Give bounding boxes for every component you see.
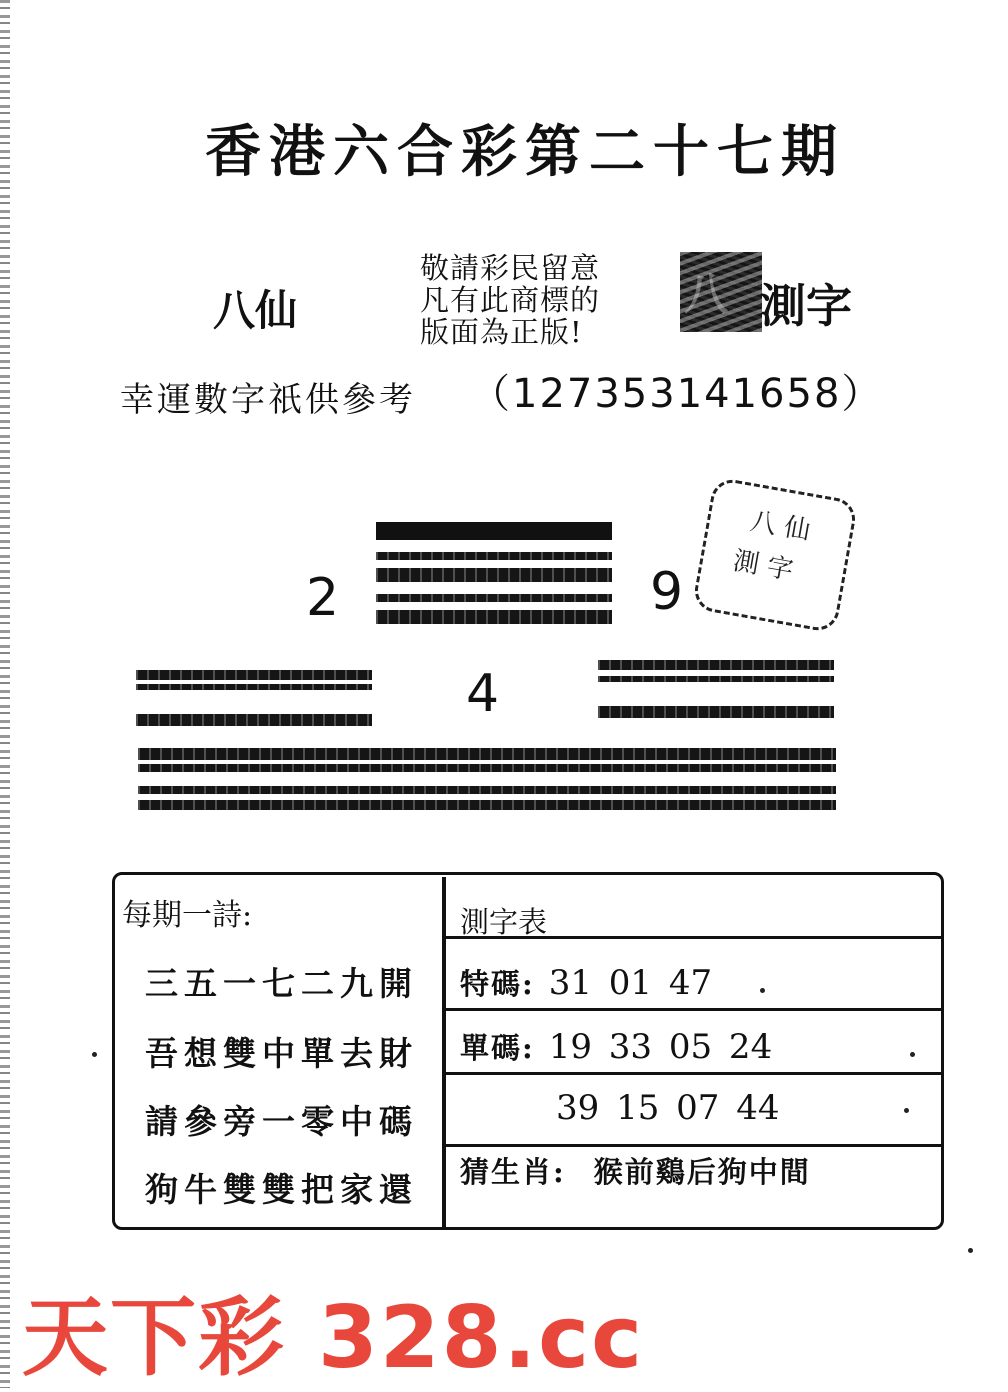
brand-name: 八仙 <box>213 286 298 335</box>
trigram-bar <box>136 670 372 680</box>
notice-line: 凡有此商標的 <box>420 283 601 317</box>
digit-center: 4 <box>466 664 500 724</box>
trigram-bar <box>138 786 836 794</box>
authenticity-notice <box>420 252 660 348</box>
trigram-bar <box>598 676 834 682</box>
trigram-bar <box>598 706 834 718</box>
page-title: 香港六合彩第二十七期 <box>205 119 845 185</box>
special-number-row <box>460 962 712 1003</box>
trigram-bar <box>598 660 834 670</box>
lucky-number-label: 幸運數字祇供參考 <box>120 380 416 420</box>
trigram-bar <box>138 748 836 760</box>
zodiac-label: 猜生肖: <box>460 1155 566 1189</box>
trademark-logo-char: 八 <box>684 269 728 320</box>
single-number-row <box>460 1026 772 1067</box>
special-number-values: 31 01 47 <box>548 963 713 1003</box>
table-heading <box>460 900 547 941</box>
scan-speck <box>968 1248 973 1253</box>
single-number-values: 39 15 07 44 <box>556 1088 780 1128</box>
special-number-label: 特碼: <box>460 967 535 1001</box>
stamp-line: 八 仙 <box>747 506 813 547</box>
scan-speck <box>910 1052 915 1057</box>
trigram-bar <box>138 764 836 772</box>
scan-speck <box>92 1052 97 1057</box>
scan-edge <box>0 0 10 1388</box>
zodiac-row <box>460 1150 811 1191</box>
trigram-bar <box>376 568 612 582</box>
digit-left: 2 <box>306 568 340 628</box>
poem-line: 吾想雙中單去財 <box>145 1034 418 1073</box>
table-row-divider <box>446 1144 942 1147</box>
trigram-bar <box>376 610 612 624</box>
digit-right: 9 <box>650 562 684 622</box>
trigram-bar <box>138 800 836 810</box>
seal-stamp <box>691 476 858 633</box>
trigram-bar <box>376 552 612 560</box>
cezi-heading: 測字 <box>760 279 852 333</box>
poem-line: 三五一七二九開 <box>145 964 418 1003</box>
table-heading-text: 測字表 <box>460 905 548 939</box>
poem-title: 每期一詩: <box>122 898 253 933</box>
trigram-bar <box>376 522 612 540</box>
zodiac-value: 猴前鷄后狗中間 <box>593 1155 811 1189</box>
table-row-divider <box>446 1072 942 1075</box>
poem-line: 請參旁一零中碼 <box>145 1102 418 1141</box>
trigram-bar <box>376 594 612 602</box>
notice-line: 敬請彩民留意 <box>420 251 601 285</box>
trigram-bar <box>136 684 372 690</box>
stamp-line: 測 字 <box>730 546 796 587</box>
table-row-divider <box>446 1008 942 1011</box>
table-divider <box>442 877 446 1227</box>
single-number-values: 19 33 05 24 <box>548 1027 773 1067</box>
poem-line: 狗牛雙雙把家還 <box>145 1170 418 1209</box>
scan-speck <box>904 1108 909 1113</box>
lucky-numbers: （127353141658） <box>470 371 884 417</box>
single-number-label: 單碼: <box>460 1031 535 1065</box>
trigram-bar <box>136 714 372 726</box>
notice-line: 版面為正版! <box>420 315 583 349</box>
single-number-row-2 <box>556 1088 779 1128</box>
site-watermark: 天下彩 328.cc <box>22 1288 645 1388</box>
scan-speck <box>760 988 765 993</box>
